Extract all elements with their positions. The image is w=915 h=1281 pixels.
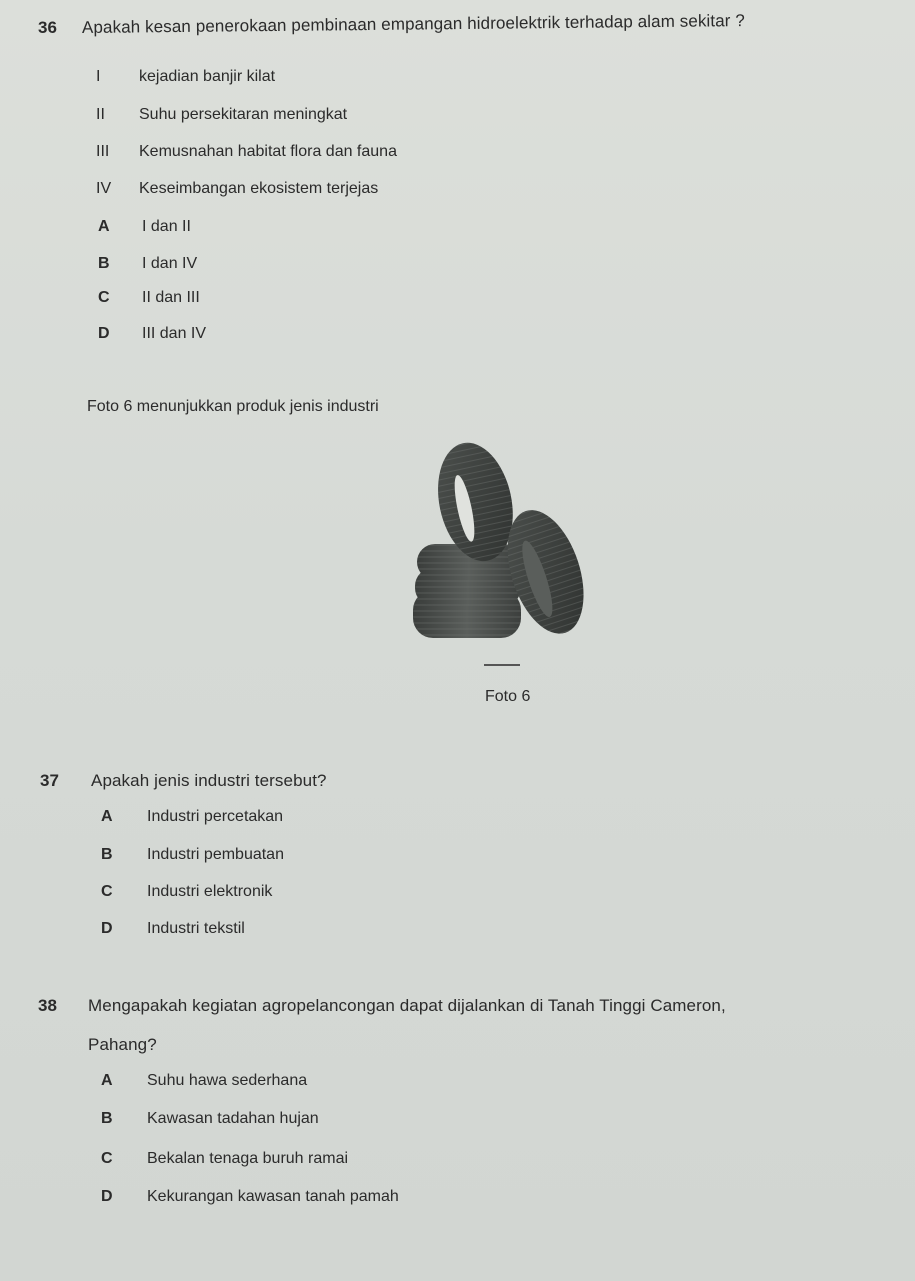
q36-statement-text-1: kejadian banjir kilat — [139, 68, 276, 85]
q36-statement-label-1: I — [96, 68, 101, 85]
q36-statement-label-4: IV — [96, 180, 112, 197]
q36-option-letter-b: B — [98, 255, 110, 272]
q37-option-text-c: Industri elektronik — [147, 883, 273, 900]
q37-option-text-b: Industri pembuatan — [147, 846, 284, 863]
q36-option-letter-d: D — [98, 325, 110, 342]
q36-option-text-b: I dan IV — [142, 255, 198, 272]
q36-statement-text-3: Kemusnahan habitat flora dan fauna — [139, 143, 397, 160]
q36-option-letter-a: A — [98, 218, 110, 235]
q38-option-text-b: Kawasan tadahan hujan — [147, 1110, 319, 1127]
q36-option-letter-c: C — [98, 289, 110, 306]
q38-number: 38 — [38, 996, 57, 1015]
q38-stem-line2: Pahang? — [88, 1035, 157, 1054]
q37-option-letter-d: D — [101, 920, 113, 937]
q37-option-letter-a: A — [101, 808, 113, 825]
q36-statement-label-3: III — [96, 143, 110, 160]
q38-option-text-c: Bekalan tenaga buruh ramai — [147, 1150, 349, 1167]
q38-stem-line1: Mengapakah kegiatan agropelancongan dapat dijalankan di Tanah Tinggi Cameron, — [88, 996, 726, 1015]
q37-option-text-d: Industri tekstil — [147, 920, 245, 937]
q37-option-text-a: Industri percetakan — [147, 808, 284, 825]
q38-option-text-d: Kekurangan kawasan tanah pamah — [147, 1188, 399, 1205]
q36-option-text-c: II dan III — [142, 289, 200, 306]
q38-option-letter-a: A — [101, 1072, 113, 1089]
q36-number: 36 — [38, 18, 57, 37]
q36-statement-label-2: II — [96, 106, 105, 123]
q38-option-letter-c: C — [101, 1150, 113, 1167]
q36-option-text-d: III dan IV — [142, 325, 207, 342]
caption-divider — [484, 664, 520, 666]
q36-option-text-a: I dan II — [142, 218, 191, 235]
photo-caption: Foto 6 — [485, 688, 531, 705]
q37-number: 37 — [40, 771, 59, 790]
q37-option-letter-c: C — [101, 883, 113, 900]
photo-intro: Foto 6 menunjukkan produk jenis industri — [87, 398, 379, 415]
q36-statement-text-4: Keseimbangan ekosistem terjejas — [139, 180, 379, 197]
q36-statement-text-2: Suhu persekitaran meningkat — [139, 106, 348, 123]
q37-stem: Apakah jenis industri tersebut? — [91, 771, 327, 790]
q38-option-text-a: Suhu hawa sederhana — [147, 1072, 308, 1089]
q36-stem: Apakah kesan penerokaan pembinaan empangan hidroelektrik terhadap alam sekitar ? — [81, 11, 745, 37]
q38-option-letter-b: B — [101, 1110, 113, 1127]
q38-option-letter-d: D — [101, 1188, 113, 1205]
tyres-photo — [405, 440, 590, 645]
q37-option-letter-b: B — [101, 846, 113, 863]
